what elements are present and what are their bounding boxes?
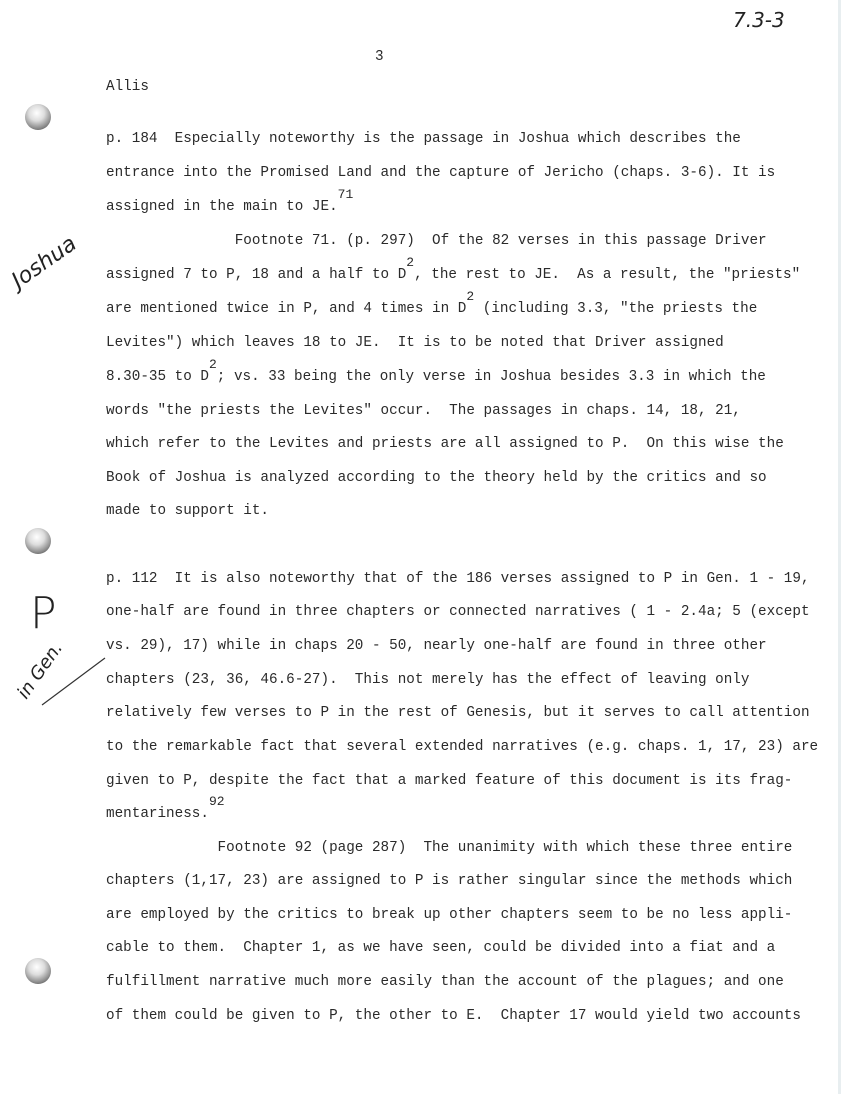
text-segment: , the rest to JE. As a result, the "priests" [414, 267, 801, 283]
text-line [106, 671, 749, 689]
author-heading: Allis [106, 79, 149, 95]
text-segment: Levites") which leaves 18 to JE. It is to be noted that Driver assigned [106, 335, 724, 351]
text-line [106, 187, 354, 216]
text-segment: Footnote 92 (page 287) The unanimity with which these three entire [106, 840, 793, 856]
margin-note-gen: in Gen. [13, 638, 68, 703]
text-line [106, 939, 775, 957]
text-line [106, 973, 784, 991]
text-segment: of them could be given to P, the other to E. Chapter 17 would yield two accounts [106, 1008, 801, 1024]
text-segment: (including 3.3, "the priests the [474, 301, 758, 317]
text-line [106, 794, 225, 823]
text-line [106, 603, 810, 621]
margin-stroke [40, 650, 110, 710]
text-line [106, 502, 269, 520]
text-line [106, 738, 818, 756]
text-segment: p. 184 Especially noteworthy is the passage in Joshua which describes the [106, 131, 741, 147]
text-segment: Book of Joshua is analyzed according to the theory held by the critics and so [106, 470, 767, 486]
text-line [106, 334, 724, 352]
page-code-handwritten: 7.3-3 [733, 8, 785, 32]
text-segment: are employed by the critics to break up other chapters seem to be no less appli- [106, 907, 793, 923]
text-segment: words "the priests the Levites" occur. The passages in chaps. 14, 18, 21, [106, 403, 741, 419]
text-line [106, 164, 775, 182]
margin-note-p: P [30, 588, 57, 639]
text-segment: chapters (1,17, 23) are assigned to P is rather singular since the methods which [106, 873, 793, 889]
text-segment: to the remarkable fact that several extended narratives (e.g. chaps. 1, 17, 23) are [106, 739, 819, 755]
text-line [106, 839, 792, 857]
text-segment: vs. 29), 17) while in chaps 20 - 50, nearly one-half are found in three other [106, 638, 767, 654]
superscript: 2 [208, 357, 217, 372]
text-line [106, 232, 767, 250]
text-segment: cable to them. Chapter 1, as we have seen, could be divided into a fiat and a [106, 940, 776, 956]
page-number: 3 [375, 49, 384, 65]
text-segment: assigned 7 to P, 18 and a half to D [106, 267, 407, 283]
text-line [106, 435, 784, 453]
text-segment: given to P, despite the fact that a marked feature of this document is its frag- [106, 773, 793, 789]
punch-hole [25, 104, 51, 130]
text-segment: Footnote 71. (p. 297) Of the 82 verses in this passage Driver [106, 233, 767, 249]
text-segment: mentariness. [106, 806, 209, 822]
text-line [106, 906, 792, 924]
text-line [106, 255, 801, 284]
text-line [106, 637, 767, 655]
text-line [106, 469, 767, 487]
text-line [106, 872, 792, 890]
superscript: 2 [406, 255, 415, 270]
margin-note-joshua: Joshua [7, 231, 82, 294]
text-segment: one-half are found in three chapters or connected narratives ( 1 - 2.4a; 5 (except [106, 604, 810, 620]
text-segment: entrance into the Promised Land and the capture of Jericho (chaps. 3-6). It is [106, 165, 776, 181]
text-line [106, 130, 741, 148]
text-segment: fulfillment narrative much more easily than the account of the plagues; and one [106, 974, 784, 990]
text-line [106, 1007, 801, 1025]
text-segment: which refer to the Levites and priests are all assigned to P. On this wise the [106, 436, 784, 452]
text-line [106, 704, 810, 722]
text-line [106, 570, 810, 588]
text-line [106, 289, 758, 318]
punch-hole [25, 958, 51, 984]
text-segment: 8.30-35 to D [106, 369, 209, 385]
text-segment: chapters (23, 36, 46.6-27). This not merely has the effect of leaving only [106, 672, 750, 688]
superscript: 92 [208, 794, 225, 809]
text-line [106, 402, 741, 420]
text-segment: assigned in the main to JE. [106, 199, 338, 215]
text-line [106, 772, 792, 790]
text-segment: ; vs. 33 being the only verse in Joshua besides 3.3 in which the [216, 369, 766, 385]
text-line [106, 357, 766, 386]
text-segment: are mentioned twice in P, and 4 times in D [106, 301, 467, 317]
text-segment: made to support it. [106, 503, 270, 519]
superscript: 71 [337, 187, 354, 202]
superscript: 2 [466, 289, 475, 304]
text-segment: relatively few verses to P in the rest of Genesis, but it serves to call attention [106, 705, 810, 721]
text-segment: p. 112 It is also noteworthy that of the 186 verses assigned to P in Gen. 1 - 19, [106, 571, 810, 587]
punch-hole [25, 528, 51, 554]
